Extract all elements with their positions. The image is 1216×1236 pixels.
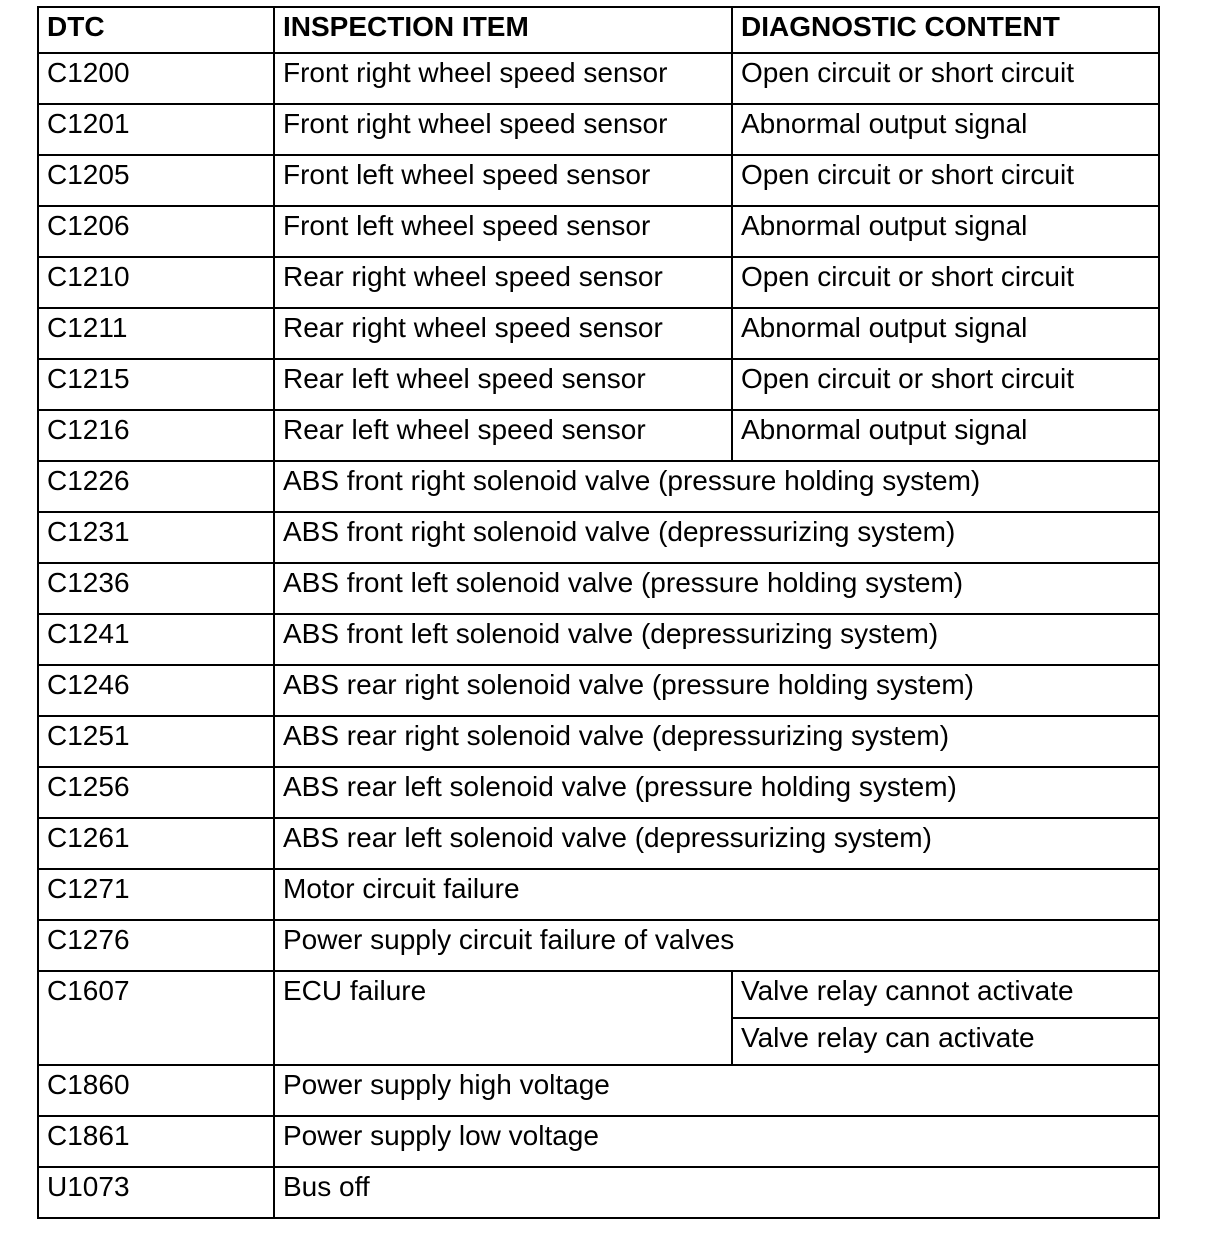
dtc-code: C1241 [38, 614, 274, 665]
diagnostic-content: Abnormal output signal [732, 104, 1159, 155]
table-row [38, 818, 1159, 869]
diagnostic-content: Open circuit or short circuit [732, 53, 1159, 104]
inspection-item: ABS rear right solenoid valve (pressure holding system) [274, 665, 1159, 716]
dtc-code: C1261 [38, 818, 274, 869]
inspection-item: Front left wheel speed sensor [274, 155, 732, 206]
dtc-code: C1210 [38, 257, 274, 308]
table-row [38, 716, 1159, 767]
table-row [38, 1167, 1159, 1218]
dtc-code: C1200 [38, 53, 274, 104]
diagnostic-content: Valve relay cannot activate [732, 971, 1159, 1018]
table-row [38, 614, 1159, 665]
inspection-item: Rear right wheel speed sensor [274, 257, 732, 308]
inspection-item: Rear left wheel speed sensor [274, 410, 732, 461]
dtc-code: C1236 [38, 563, 274, 614]
dtc-code: C1216 [38, 410, 274, 461]
dtc-code: C1211 [38, 308, 274, 359]
diagnostic-content: Open circuit or short circuit [732, 359, 1159, 410]
dtc-code: C1276 [38, 920, 274, 971]
header-diagnostic-content: DIAGNOSTIC CONTENT [732, 7, 1159, 53]
dtc-code: C1226 [38, 461, 274, 512]
header-dtc: DTC [38, 7, 274, 53]
inspection-item: Power supply high voltage [274, 1065, 1159, 1116]
table-row [38, 206, 1159, 257]
diagnostic-content: Abnormal output signal [732, 410, 1159, 461]
dtc-code: C1251 [38, 716, 274, 767]
table-row [38, 869, 1159, 920]
inspection-item: Rear right wheel speed sensor [274, 308, 732, 359]
dtc-code: C1860 [38, 1065, 274, 1116]
table-row [38, 104, 1159, 155]
table-row [38, 563, 1159, 614]
inspection-item: ABS front right solenoid valve (depressurizing system) [274, 512, 1159, 563]
inspection-item: ABS front left solenoid valve (depressurizing system) [274, 614, 1159, 665]
inspection-item: ABS rear left solenoid valve (depressurizing system) [274, 818, 1159, 869]
header-inspection-item: INSPECTION ITEM [274, 7, 732, 53]
table-row [38, 971, 1159, 1018]
dtc-code: C1205 [38, 155, 274, 206]
inspection-item: Power supply circuit failure of valves [274, 920, 1159, 971]
inspection-item: Rear left wheel speed sensor [274, 359, 732, 410]
inspection-item: ABS rear right solenoid valve (depressurizing system) [274, 716, 1159, 767]
inspection-item: Front right wheel speed sensor [274, 53, 732, 104]
inspection-item: Bus off [274, 1167, 1159, 1218]
inspection-item: Power supply low voltage [274, 1116, 1159, 1167]
dtc-code: C1607 [38, 971, 274, 1065]
diagnostic-content: Open circuit or short circuit [732, 155, 1159, 206]
dtc-table [37, 6, 1160, 1219]
table-row [38, 308, 1159, 359]
dtc-code: U1073 [38, 1167, 274, 1218]
table-row [38, 665, 1159, 716]
table-row [38, 512, 1159, 563]
diagnostic-content: Valve relay can activate [732, 1018, 1159, 1065]
table-row [38, 410, 1159, 461]
table-row [38, 155, 1159, 206]
table-row [38, 767, 1159, 818]
inspection-item: Front right wheel speed sensor [274, 104, 732, 155]
diagnostic-content: Abnormal output signal [732, 308, 1159, 359]
dtc-code: C1256 [38, 767, 274, 818]
table-row [38, 257, 1159, 308]
table-row [38, 920, 1159, 971]
inspection-item: ECU failure [274, 971, 732, 1065]
dtc-code: C1215 [38, 359, 274, 410]
table-row [38, 53, 1159, 104]
inspection-item: ABS front right solenoid valve (pressure holding system) [274, 461, 1159, 512]
diagnostic-content: Abnormal output signal [732, 206, 1159, 257]
table-row [38, 1116, 1159, 1167]
diagnostic-content: Open circuit or short circuit [732, 257, 1159, 308]
dtc-code: C1271 [38, 869, 274, 920]
dtc-code: C1246 [38, 665, 274, 716]
table-row [38, 359, 1159, 410]
dtc-code: C1861 [38, 1116, 274, 1167]
table-row [38, 1065, 1159, 1116]
inspection-item: Front left wheel speed sensor [274, 206, 732, 257]
table-header-row [38, 7, 1159, 53]
inspection-item: Motor circuit failure [274, 869, 1159, 920]
table-row [38, 461, 1159, 512]
dtc-code: C1231 [38, 512, 274, 563]
inspection-item: ABS front left solenoid valve (pressure holding system) [274, 563, 1159, 614]
inspection-item: ABS rear left solenoid valve (pressure holding system) [274, 767, 1159, 818]
dtc-code: C1206 [38, 206, 274, 257]
dtc-code: C1201 [38, 104, 274, 155]
